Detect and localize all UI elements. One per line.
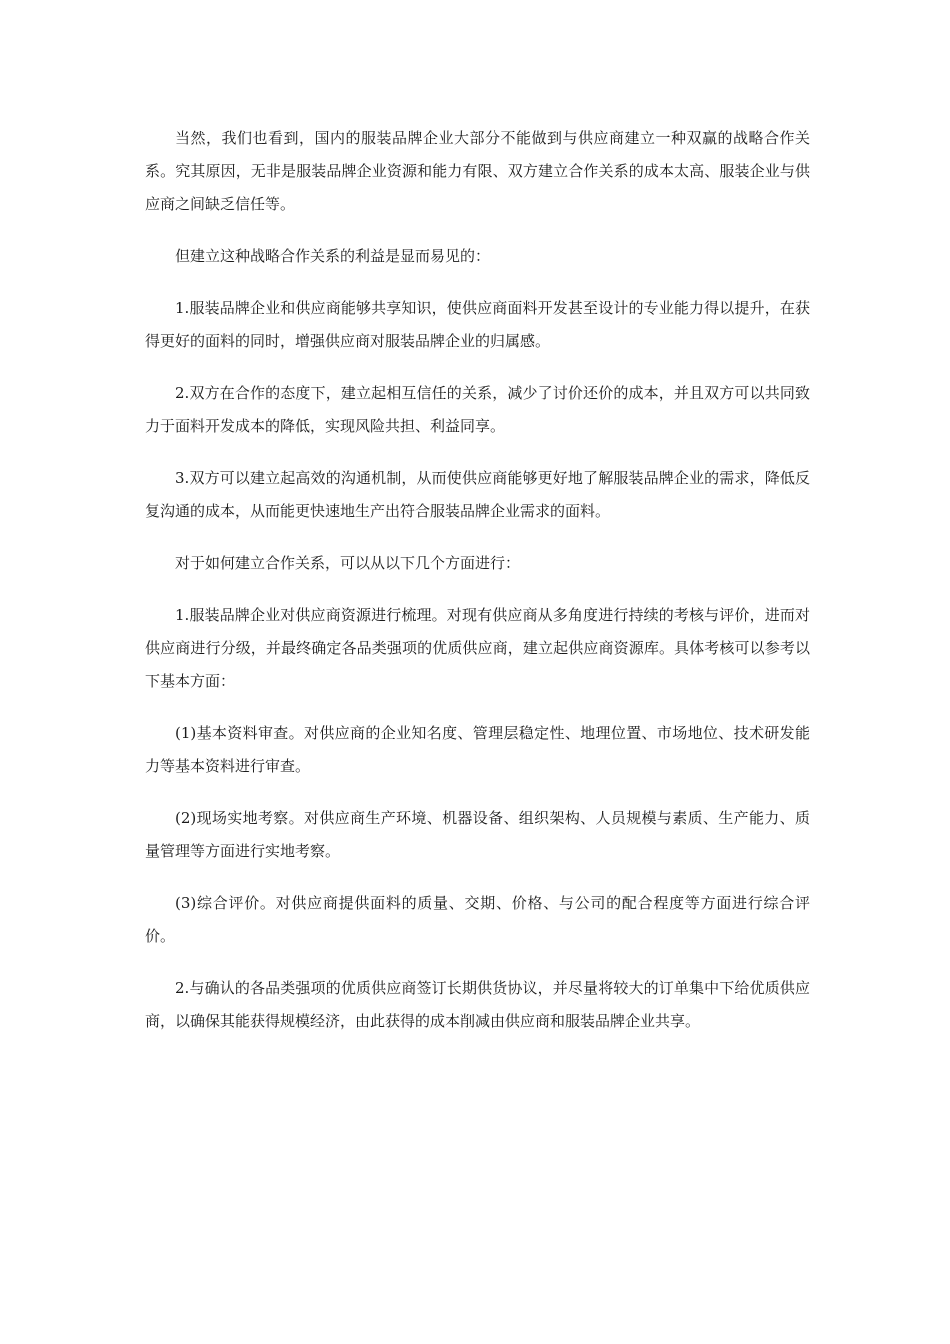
paragraph-benefit-1: 1.服装品牌企业和供应商能够共享知识，使供应商面料开发甚至设计的专业能力得以提升，在获得更好的面料的同时，增强供应商对服装品牌企业的归属感。 <box>145 299 810 350</box>
paragraph-method-2: 2.与确认的各品类强项的优质供应商签订长期供货协议，并尽量将较大的订单集中下给优质供应商，以确保其能获得规模经济，由此获得的成本削减由供应商和服装品牌企业共享。 <box>145 979 810 1030</box>
paragraph-benefit-2: 2.双方在合作的态度下，建立起相互信任的关系，减少了讨价还价的成本，并且双方可以共同致力于面料开发成本的降低，实现风险共担、利益同享。 <box>145 384 810 435</box>
paragraph-method-1-sub-1: (1)基本资料审查。对供应商的企业知名度、管理层稳定性、地理位置、市场地位、技术研发能力等基本资料进行审查。 <box>145 724 810 775</box>
paragraph-benefit-3: 3.双方可以建立起高效的沟通机制，从而使供应商能够更好地了解服装品牌企业的需求，降低反复沟通的成本，从而能更快速地生产出符合服装品牌企业需求的面料。 <box>145 469 810 520</box>
paragraph-method-1-sub-2: (2)现场实地考察。对供应商生产环境、机器设备、组织架构、人员规模与素质、生产能力、质量管理等方面进行实地考察。 <box>145 809 810 860</box>
paragraph-methods-lead: 对于如何建立合作关系，可以从以下几个方面进行： <box>175 554 521 572</box>
paragraph-method-1-sub-3: (3)综合评价。对供应商提供面料的质量、交期、价格、与公司的配合程度等方面进行综合评价。 <box>145 894 810 945</box>
paragraph-benefits-lead: 但建立这种战略合作关系的利益是显而易见的： <box>175 247 491 265</box>
paragraph-method-1: 1.服装品牌企业对供应商资源进行梳理。对现有供应商从多角度进行持续的考核与评价，进而对供应商进行分级，并最终确定各品类强项的优质供应商，建立起供应商资源库。具体考核可以参考以下基本方面： <box>145 606 810 690</box>
document-body <box>145 122 810 1057</box>
paragraph-intro: 当然，我们也看到，国内的服装品牌企业大部分不能做到与供应商建立一种双赢的战略合作关系。究其原因，无非是服装品牌企业资源和能力有限、双方建立合作关系的成本太高、服装企业与供应商之间缺乏信任等。 <box>145 129 810 213</box>
